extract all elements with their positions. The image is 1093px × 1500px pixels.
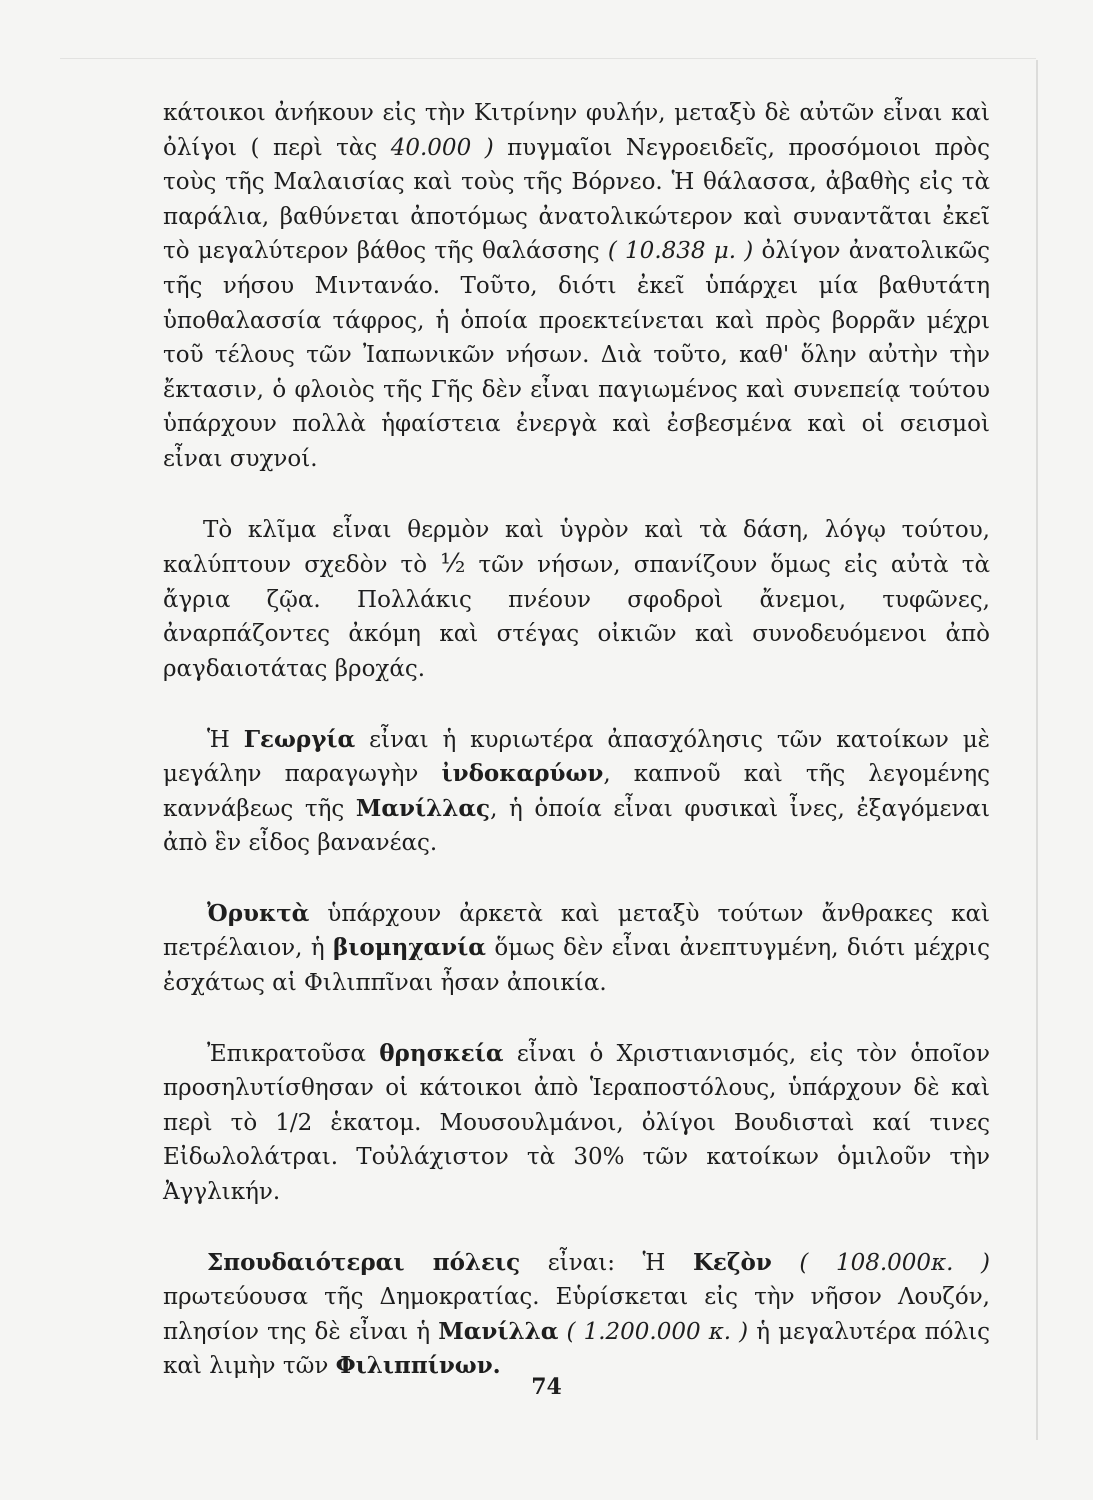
text-run: εἶναι ἡ κυριωτέρα ἀπασχόλησις τῶν κατοίκων μὲ μεγάλην παραγωγὴν [163,726,991,788]
text-run: , ἡ ὁποία εἶναι φυσικαὶ ἶνες, ἐξαγόμεναι ἀπὸ ἓν εἶδος βανανέας. [163,795,990,857]
text-run: Τοὐλάχιστον τὰ 30% τῶν κατοίκων ὁμιλοῦν τὴν Ἀγγλικήν. [163,1144,990,1206]
page-edge-top [60,58,1036,59]
paragraph-climate [163,513,990,687]
text-run: πρωτεύουσα τῆς Δημοκρατίας. Εὑρίσκεται εἰς τὴν νῆσον Λουζόν, πλησίον της δὲ εἶναι ἡ [163,1284,990,1345]
paragraph-agriculture [163,723,990,861]
text-run: Ἡ [207,726,244,753]
term-minerals: Ὀρυκτὰ [207,899,310,927]
fraction-half: ½ [440,549,466,580]
page-body [163,96,990,1384]
text-run: Τὸ κλῖμα εἶναι θερμὸν καὶ ὑγρὸν καὶ τὰ δάση, λόγῳ τούτου, καλύπτουν σχεδὸν τὸ [163,516,990,579]
text-run: ἡ μεγαλυτέρα πόλις καὶ λιμὴν τῶν [163,1318,991,1380]
term-manila: Μανίλλας [355,794,491,822]
term-manila-city: Μανίλλα [438,1317,559,1345]
number-manila-population: ( 1.200.000 κ. ) [558,1318,749,1345]
number-depth: ( 10.838 μ. ) [607,238,754,265]
term-coconuts: ἰνδοκαρύων [441,760,604,788]
term-religion: θρησκεία [379,1039,504,1067]
term-major-cities: Σπουδαιότεραι πόλεις [207,1248,521,1276]
page-edge-right [1036,60,1038,1440]
text-run: κάτοικοι ἀνήκουν εἰς τὴν Κιτρίνην φυλήν, μεταξὺ δὲ αὐτῶν εἶναι καὶ ὀλίγοι ( περὶ τὰς [163,100,990,161]
text-run: , καπνοῦ καὶ τῆς λεγομένης καννάβεως τῆς [163,761,990,822]
text-run: Ἐπικρατοῦσα [207,1040,380,1067]
term-philippines: Φιλιππίνων. [335,1352,501,1380]
text-run: ὀλίγον ἀνατολικῶς τῆς νήσου Μιντανάο. Τοῦτο, διότι ἐκεῖ ὑπάρχει μία βαθυτάτη ὑποθαλασσία τάφρος, ἡ ὁποία προεκτείνεται καὶ πρὸς βορρᾶν μέχρι τοῦ τέλους τῶν Ἰαπωνικῶν νήσων. Διὰ τοῦτο, καθ' ὅλην αὐτὴν τὴν ἔκτασιν, ὁ φλοιὸς τῆς Γῆς δὲν εἶναι παγιωμένος καὶ συνεπείᾳ τούτου ὑπάρχουν πολλὰ ἡφαίστεια ἐνεργὰ καὶ ἐσβεσμένα καὶ οἱ σεισμοὶ εἶναι συχνοί. [163,238,990,472]
term-quezon: Κεζὸν [692,1248,772,1276]
paragraph-geology [163,96,990,477]
paragraph-minerals [163,897,990,1001]
paragraph-religion [163,1037,990,1210]
text-run: πυγμαῖοι Νεγροειδεῖς, προσόμοιοι πρὸς τοὺς τῆς Μαλαισίας καὶ τοὺς τῆς Βόρνεο. Ἡ θάλασσα, ἀβαθὴς εἰς τὰ παράλια, βαθύνεται ἀποτόμως ἀνατολικώτερον καὶ συναντᾶται ἐκεῖ τὸ μεγαλύτερον βάθος τῆς θαλάσσης [163,134,990,265]
text-run-muslims: 1/2 ἑκατομ. Μουσουλμάνοι, ὀλίγοι Βουδισταὶ καί τινες Εἰδωλολάτραι. [163,1109,991,1171]
number-pygmies: 40.000 ) [390,134,494,161]
text-run: εἶναι ὁ Χριστιανισμός, εἰς τὸν ὁποῖον προσηλυτίσθησαν οἱ κάτοικοι ἀπὸ Ἱεραποστόλους, ὑπάρχουν δὲ καὶ περὶ τὸ [163,1040,990,1136]
text-run: ὅμως δὲν εἶναι ἀνεπτυγμένη, διότι μέχρις ἐσχάτως αἱ Φιλιππῖναι ἦσαν ἀποικία. [163,935,990,997]
text-run: τῶν νήσων, σπανίζουν ὅμως εἰς αὐτὰ τὰ ἄγρια ζῷα. Πολλάκις πνέουν σφοδροὶ ἄνεμοι, τυφῶνες, ἀναρπάζοντες ἀκόμη καὶ στέγας οἰκιῶν καὶ συνοδευόμενοι ἀπὸ ραγδαιοτάτας βροχάς. [163,552,990,682]
paragraph-cities [163,1246,990,1384]
page-number: 74 [531,1374,562,1400]
number-quezon-population: ( 108.000κ. ) [771,1249,991,1276]
term-agriculture: Γεωργία [243,725,356,753]
term-industry: βιομηχανία [333,934,486,962]
text-run: εἶναι: Ἡ [520,1249,693,1276]
text-run: ὑπάρχουν ἀρκετὰ καὶ μεταξὺ τούτων ἄνθρακες καὶ πετρέλαιον, ἡ [163,900,990,962]
